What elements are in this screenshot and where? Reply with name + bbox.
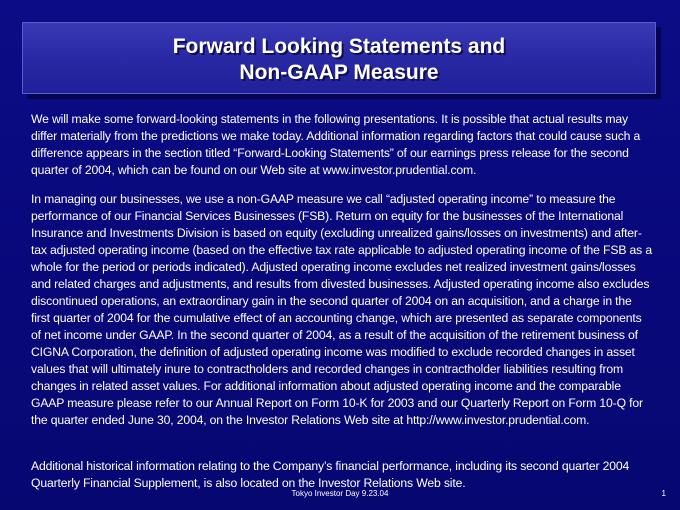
title-banner [22,22,656,94]
paragraph-non-gaap: In managing our businesses, we use a non-GAAP measure we call “adjusted operating income” to measure the performance of our Financial Services Businesses (FSB). Return on equity for the businesses of the International Insurance and Investments Division is based on equity (excluding unrealized gains/losses on investments) and after-tax adjusted operating income (based on the effective tax rate applicable to adjusted operating income of the FSB as a whole for the period or periods indicated). Adjusted operating income excludes net realized investment gains/losses and related charges and adjustments, and results from divested businesses. Adjusted operating income also excludes discontinued operations, an extraordinary gain in the second quarter of 2004 on an acquisition, and a charge in the first quarter of 2004 for the cumulative effect of an accounting change, which are presented as separate components of net income under GAAP. In the second quarter of 2004, as a result of the acquisition of the retirement business of CIGNA Corporation, the definition of adjusted operating income was modified to exclude recorded changes in asset values that will ultimately inure to contractholders and recorded changes in contractholder liabilities resulting from changes in related asset values. For additional information about adjusted operating income and the comparable GAAP measure please refer to our Annual Report on Form 10-K for 2003 and our Quarterly Report on Form 10-Q for the quarter ended June 30, 2004, on the Investor Relations Web site at http://www.investor.prudential.com. [31,192,652,427]
page-number: 1 [661,489,666,498]
slide-title-line-1: Forward Looking Statements and [172,35,506,58]
paragraph-forward-looking: We will make some forward-looking statements in the following presentations. It is possible that actual results may differ materially from the predictions we make today. Additional information regarding factors that could cause such a difference appears in the section titled “Forward-Looking Statements” of our earnings press release for the second quarter of 2004, which can be found on our Web site at www.investor.prudential.com. [31,112,641,177]
slide-title-line-2: Non-GAAP Measure [239,61,439,84]
paragraph-additional-info: Additional historical information relating to the Company’s financial performance, including its second quarter 2004 Quarterly Financial Supplement, is also located on the Investor Relations Web site. [31,459,630,490]
footer-text: Tokyo Investor Day 9.23.04 [291,489,389,498]
